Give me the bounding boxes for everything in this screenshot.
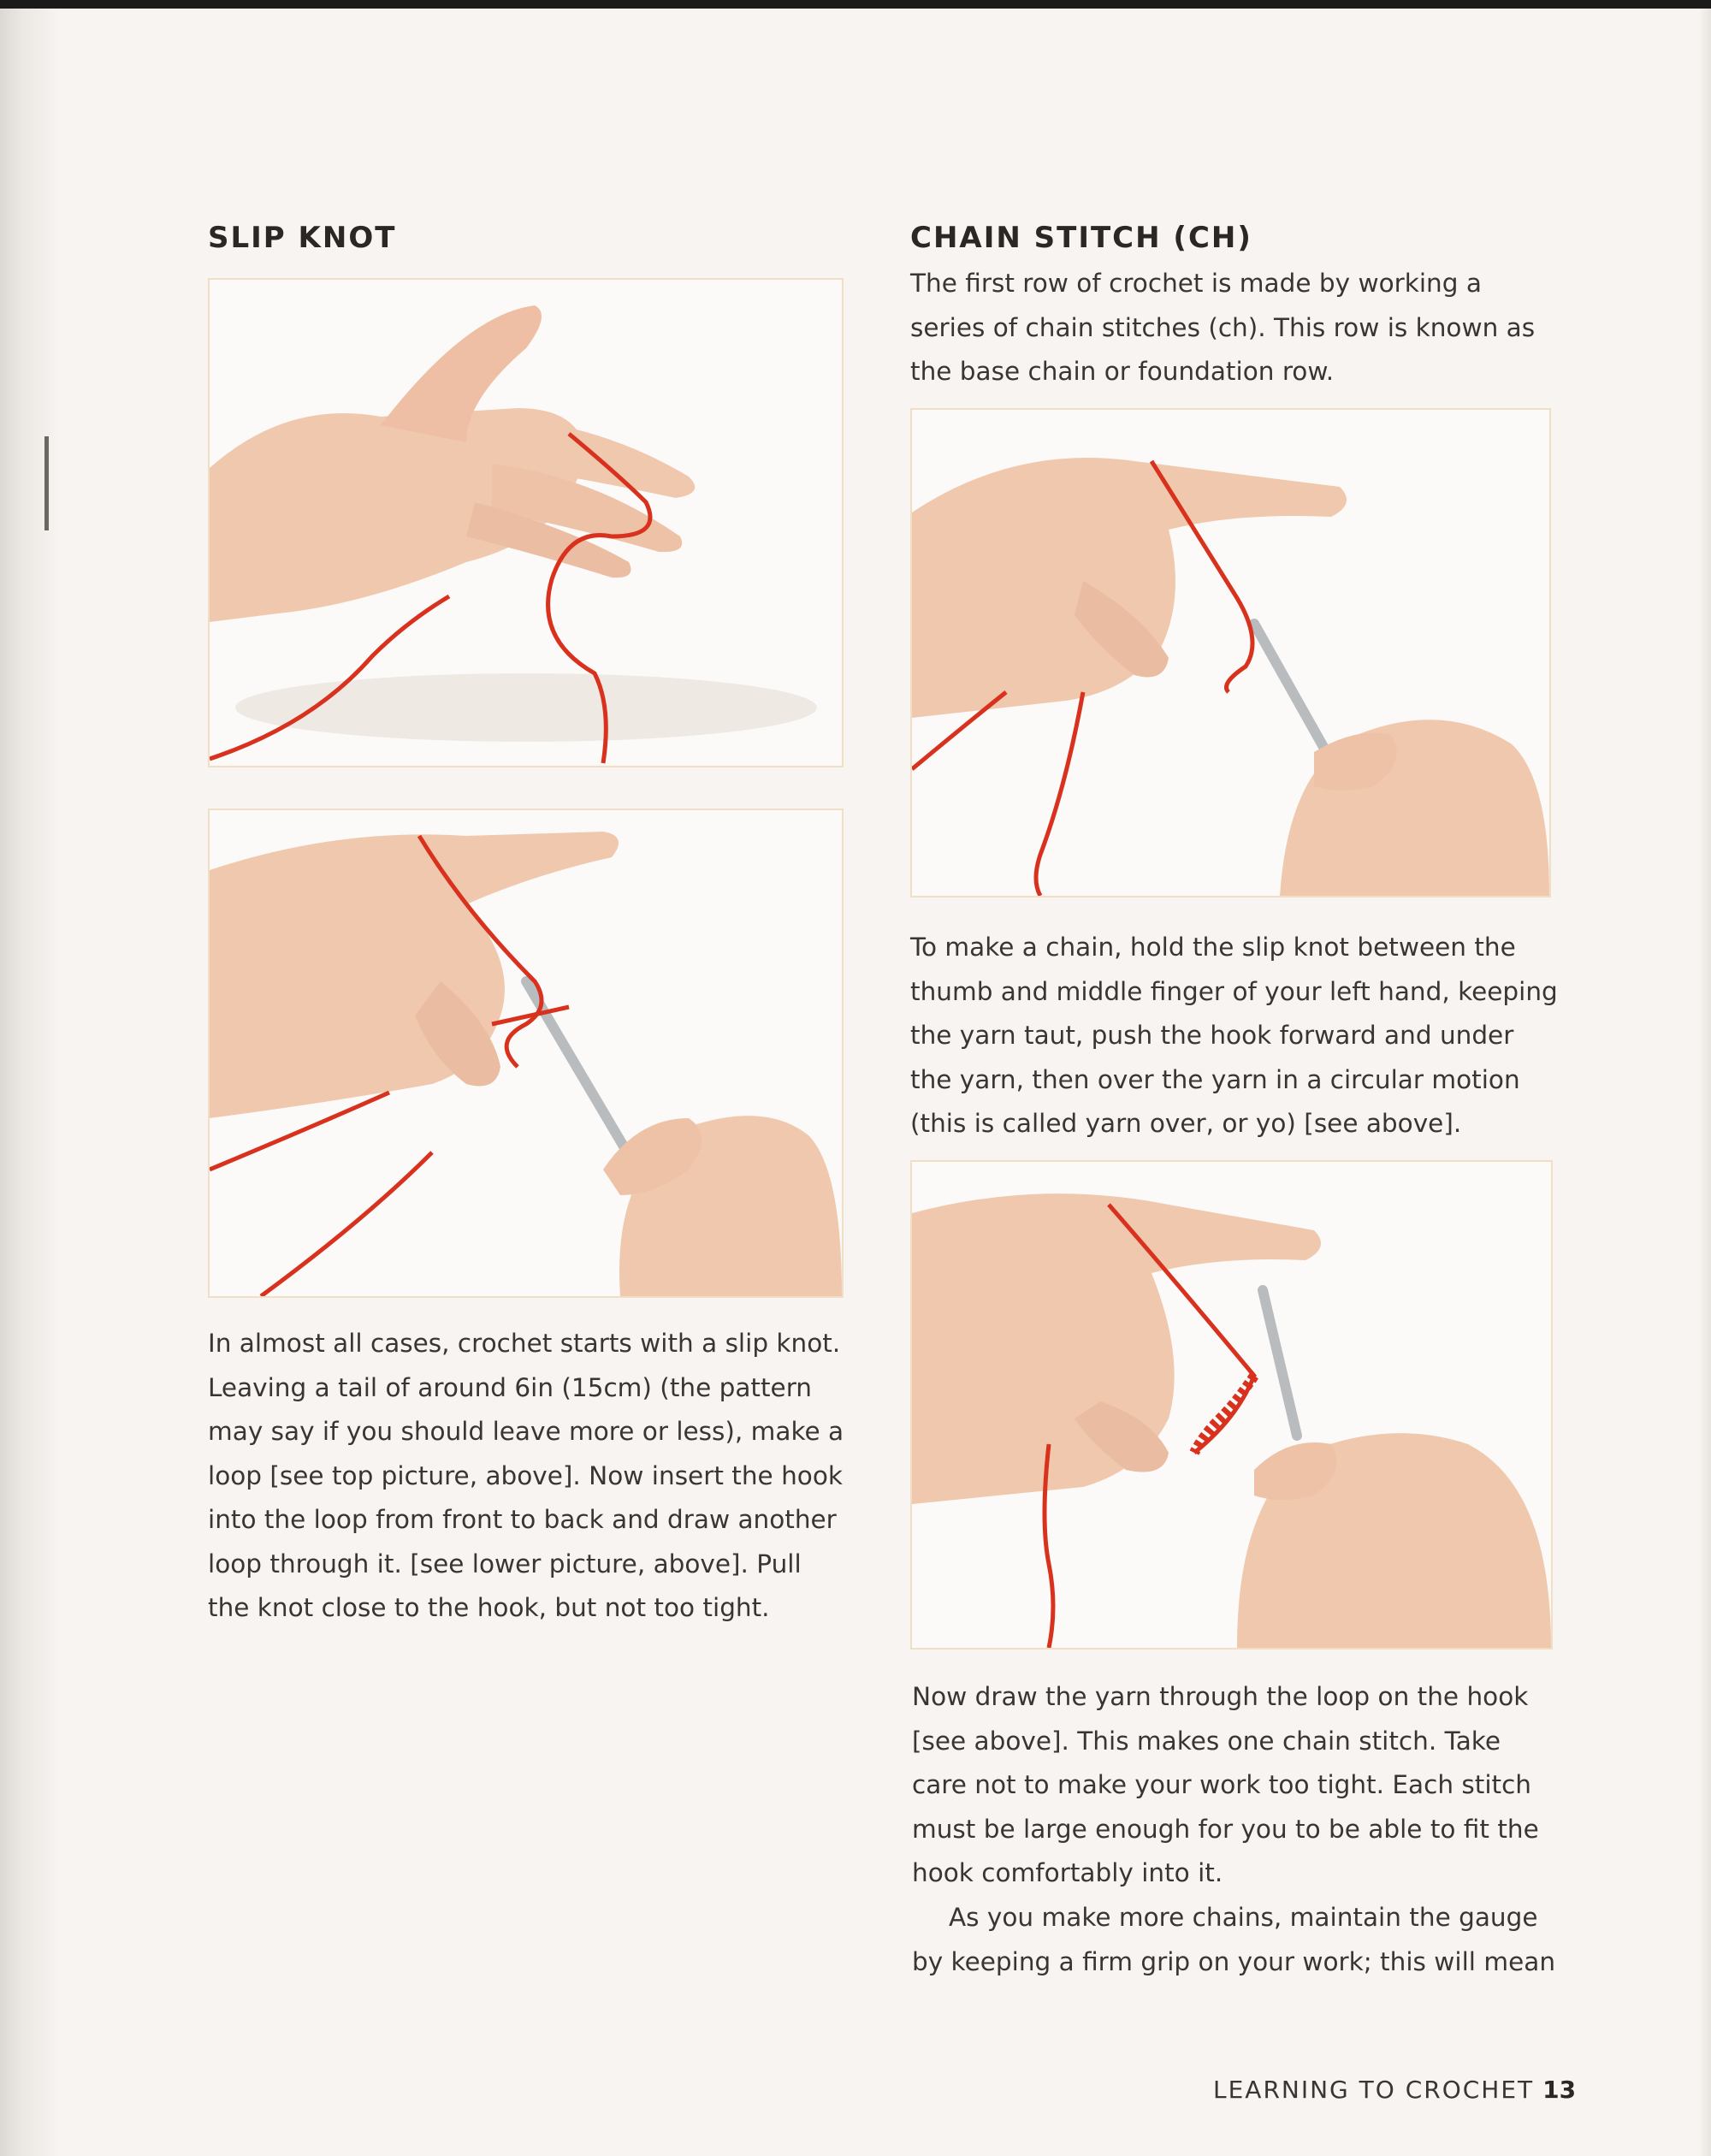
slip-knot-heading: SLIP KNOT	[208, 221, 397, 255]
gutter-mark	[44, 436, 49, 530]
book-gutter	[0, 9, 60, 2156]
chain-stitch-intro: The first row of crochet is made by working a series of chain stitches (ch). This row is known as the base chain or foundation row.	[910, 269, 1536, 386]
slip-knot-photo-top	[208, 278, 844, 767]
slip-knot-body: In almost all cases, crochet starts with a slip knot. Leaving a tail of around 6in (15cm) (the pattern may say if you should leave more or less), make a loop [see top picture, above]. Now insert the hook into the loop from front to back and draw another loop through it. [see lower picture, above]. Pull the knot close to the hook, but not too tight.	[208, 1329, 844, 1622]
chain-stitch-heading: CHAIN STITCH (CH)	[910, 221, 1252, 255]
page-right-edge	[1699, 9, 1711, 2156]
running-footer	[1213, 2076, 1576, 2104]
chain-stitch-step1: To make a chain, hold the slip knot between the thumb and middle finger of your left hand, keeping the yarn taut, push the hook forward and under the yarn, then over the yarn in a circular motion (this is called yarn over, or yo) [see above].	[910, 933, 1558, 1138]
chain-stitch-step3: As you make more chains, maintain the gauge by keeping a firm grip on your work; this will mean	[912, 1903, 1556, 1976]
page-top-edge	[0, 0, 1711, 9]
footer-section-title: LEARNING TO CROCHET	[1213, 2076, 1535, 2104]
chain-stitch-step2: Now draw the yarn through the loop on the hook [see above]. This makes one chain stitch. Take care not to make your work too tight. Each stitch must be large enough for you to be able to fit the hook comfortably into it.	[912, 1682, 1539, 1887]
page-number: 13	[1542, 2076, 1577, 2104]
slip-knot-photo-bottom	[208, 808, 844, 1298]
chain-stitch-photo-2	[910, 1160, 1553, 1650]
chain-stitch-photo-1	[910, 408, 1551, 897]
